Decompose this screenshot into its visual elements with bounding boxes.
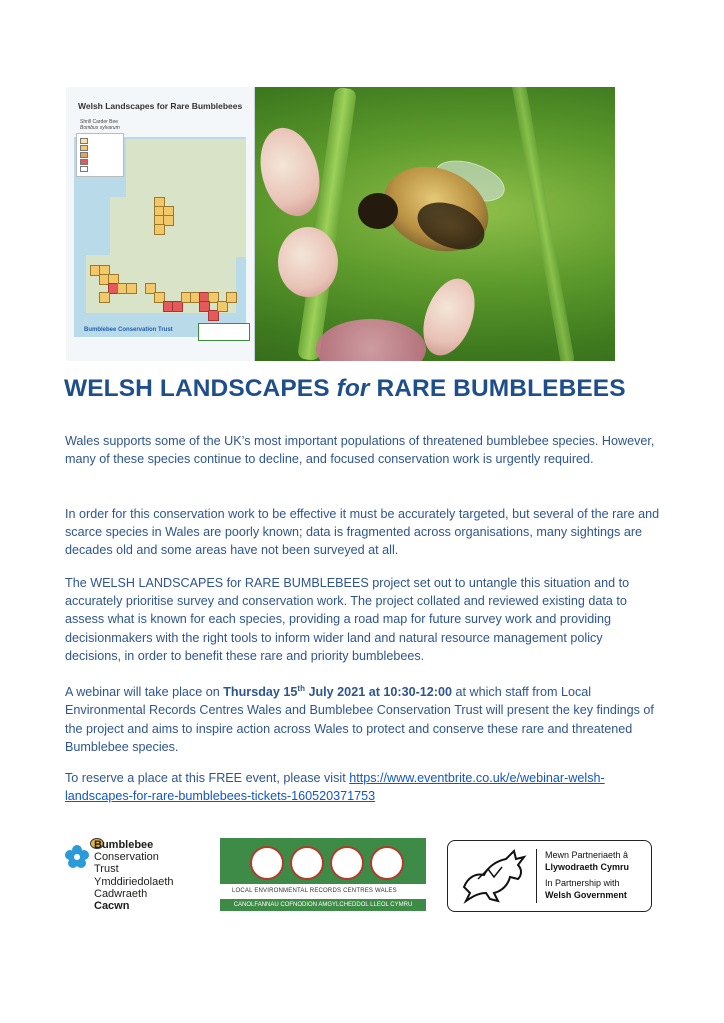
paragraph-context: In order for this conservation work to be effective it must be accurately targeted, but several of the rare and scarce species in Wales are poorly known; data is fragmented across organisations, many sightings are decades old and some areas have not been surveyed at all. — [65, 507, 660, 558]
paragraph-webinar: A webinar will take place on Thursday 15th July 2021 at 10:30-12:00 at which staff from Local Environmental Records Centres Wales and Bumblebee Conservation Trust will present the key findings of the project and aims to inspire action across Wales to protect and conserve these rare and threatened Bumblebee species. — [65, 684, 654, 754]
paragraph-intro: Wales supports some of the UK’s most important populations of threatened bumblebee species. However, many of these species continue to decline, and focused conservation work is urgently required. — [65, 434, 655, 467]
lerc-name-en: LOCAL ENVIRONMENTAL RECORDS CENTRES WALES — [232, 888, 397, 894]
lerc-emblem-icon — [290, 846, 324, 880]
map-footer-logo: Bumblebee Conservation Trust — [84, 327, 173, 333]
bumblebee-photo — [356, 155, 506, 265]
map-land — [110, 197, 246, 257]
eventbrite-link[interactable]: https://www.eventbrite.co.uk/e/webinar-welsh-landscapes-for-rare-bumblebees-tickets-160520371753 — [65, 771, 605, 804]
page-title: WELSH LANDSCAPES for RARE BUMBLEBEES — [64, 375, 626, 402]
paragraph-project: The WELSH LANDSCAPES for RARE BUMBLEBEES project set out to untangle this situation and to accurately prioritise survey and conservation work. The project collated and reviewed existing data to assess what is known for each species, providing a road map for future survey work and providing decisionmakers with the right tools to inform wider land and natural resource management policy decisions, in order to benefit these rare and priority bumblebees. — [65, 576, 630, 663]
map-legend — [76, 133, 124, 177]
map-land — [126, 139, 246, 199]
logo-divider — [536, 849, 537, 903]
lerc-emblem-icon — [370, 846, 404, 880]
flower-petal — [316, 319, 426, 361]
lerc-wales-logo — [220, 838, 426, 912]
ladybird-icon — [330, 846, 364, 880]
map-title: Welsh Landscapes for Rare Bumblebees — [78, 101, 243, 111]
plant-stem — [511, 87, 575, 361]
plant-stem — [297, 87, 357, 361]
hero-image — [66, 87, 615, 361]
lerc-emblem-icon — [250, 846, 284, 880]
welsh-government-logo: Mewn Partneriaeth â Llywodraeth Cymru In Partnership with Welsh Government — [447, 840, 652, 912]
bumblebee-conservation-trust-logo: Bumblebee Conservation Trust Ymddiriedolaeth Cadwraeth Cacwn — [64, 838, 189, 912]
flower-petal — [278, 227, 338, 297]
paragraph-register: To reserve a place at this FREE event, please visit https://www.eventbrite.co.uk/e/webinar-welsh-landscapes-for-rare-bumblebees-tickets-160520371753 — [65, 771, 605, 804]
lerc-name-cy: CANOLFANNAU COFNODION AMGYLCHEDDOL LLEOL CYMRU — [220, 899, 426, 911]
species-map — [66, 87, 255, 361]
flower-icon — [64, 844, 90, 870]
map-partner-logos — [198, 323, 250, 341]
map-species-latin: Bombus sylvarum — [80, 125, 120, 131]
map-species-common: Shrill Carder Bee — [80, 119, 119, 125]
dragon-icon — [458, 847, 530, 905]
